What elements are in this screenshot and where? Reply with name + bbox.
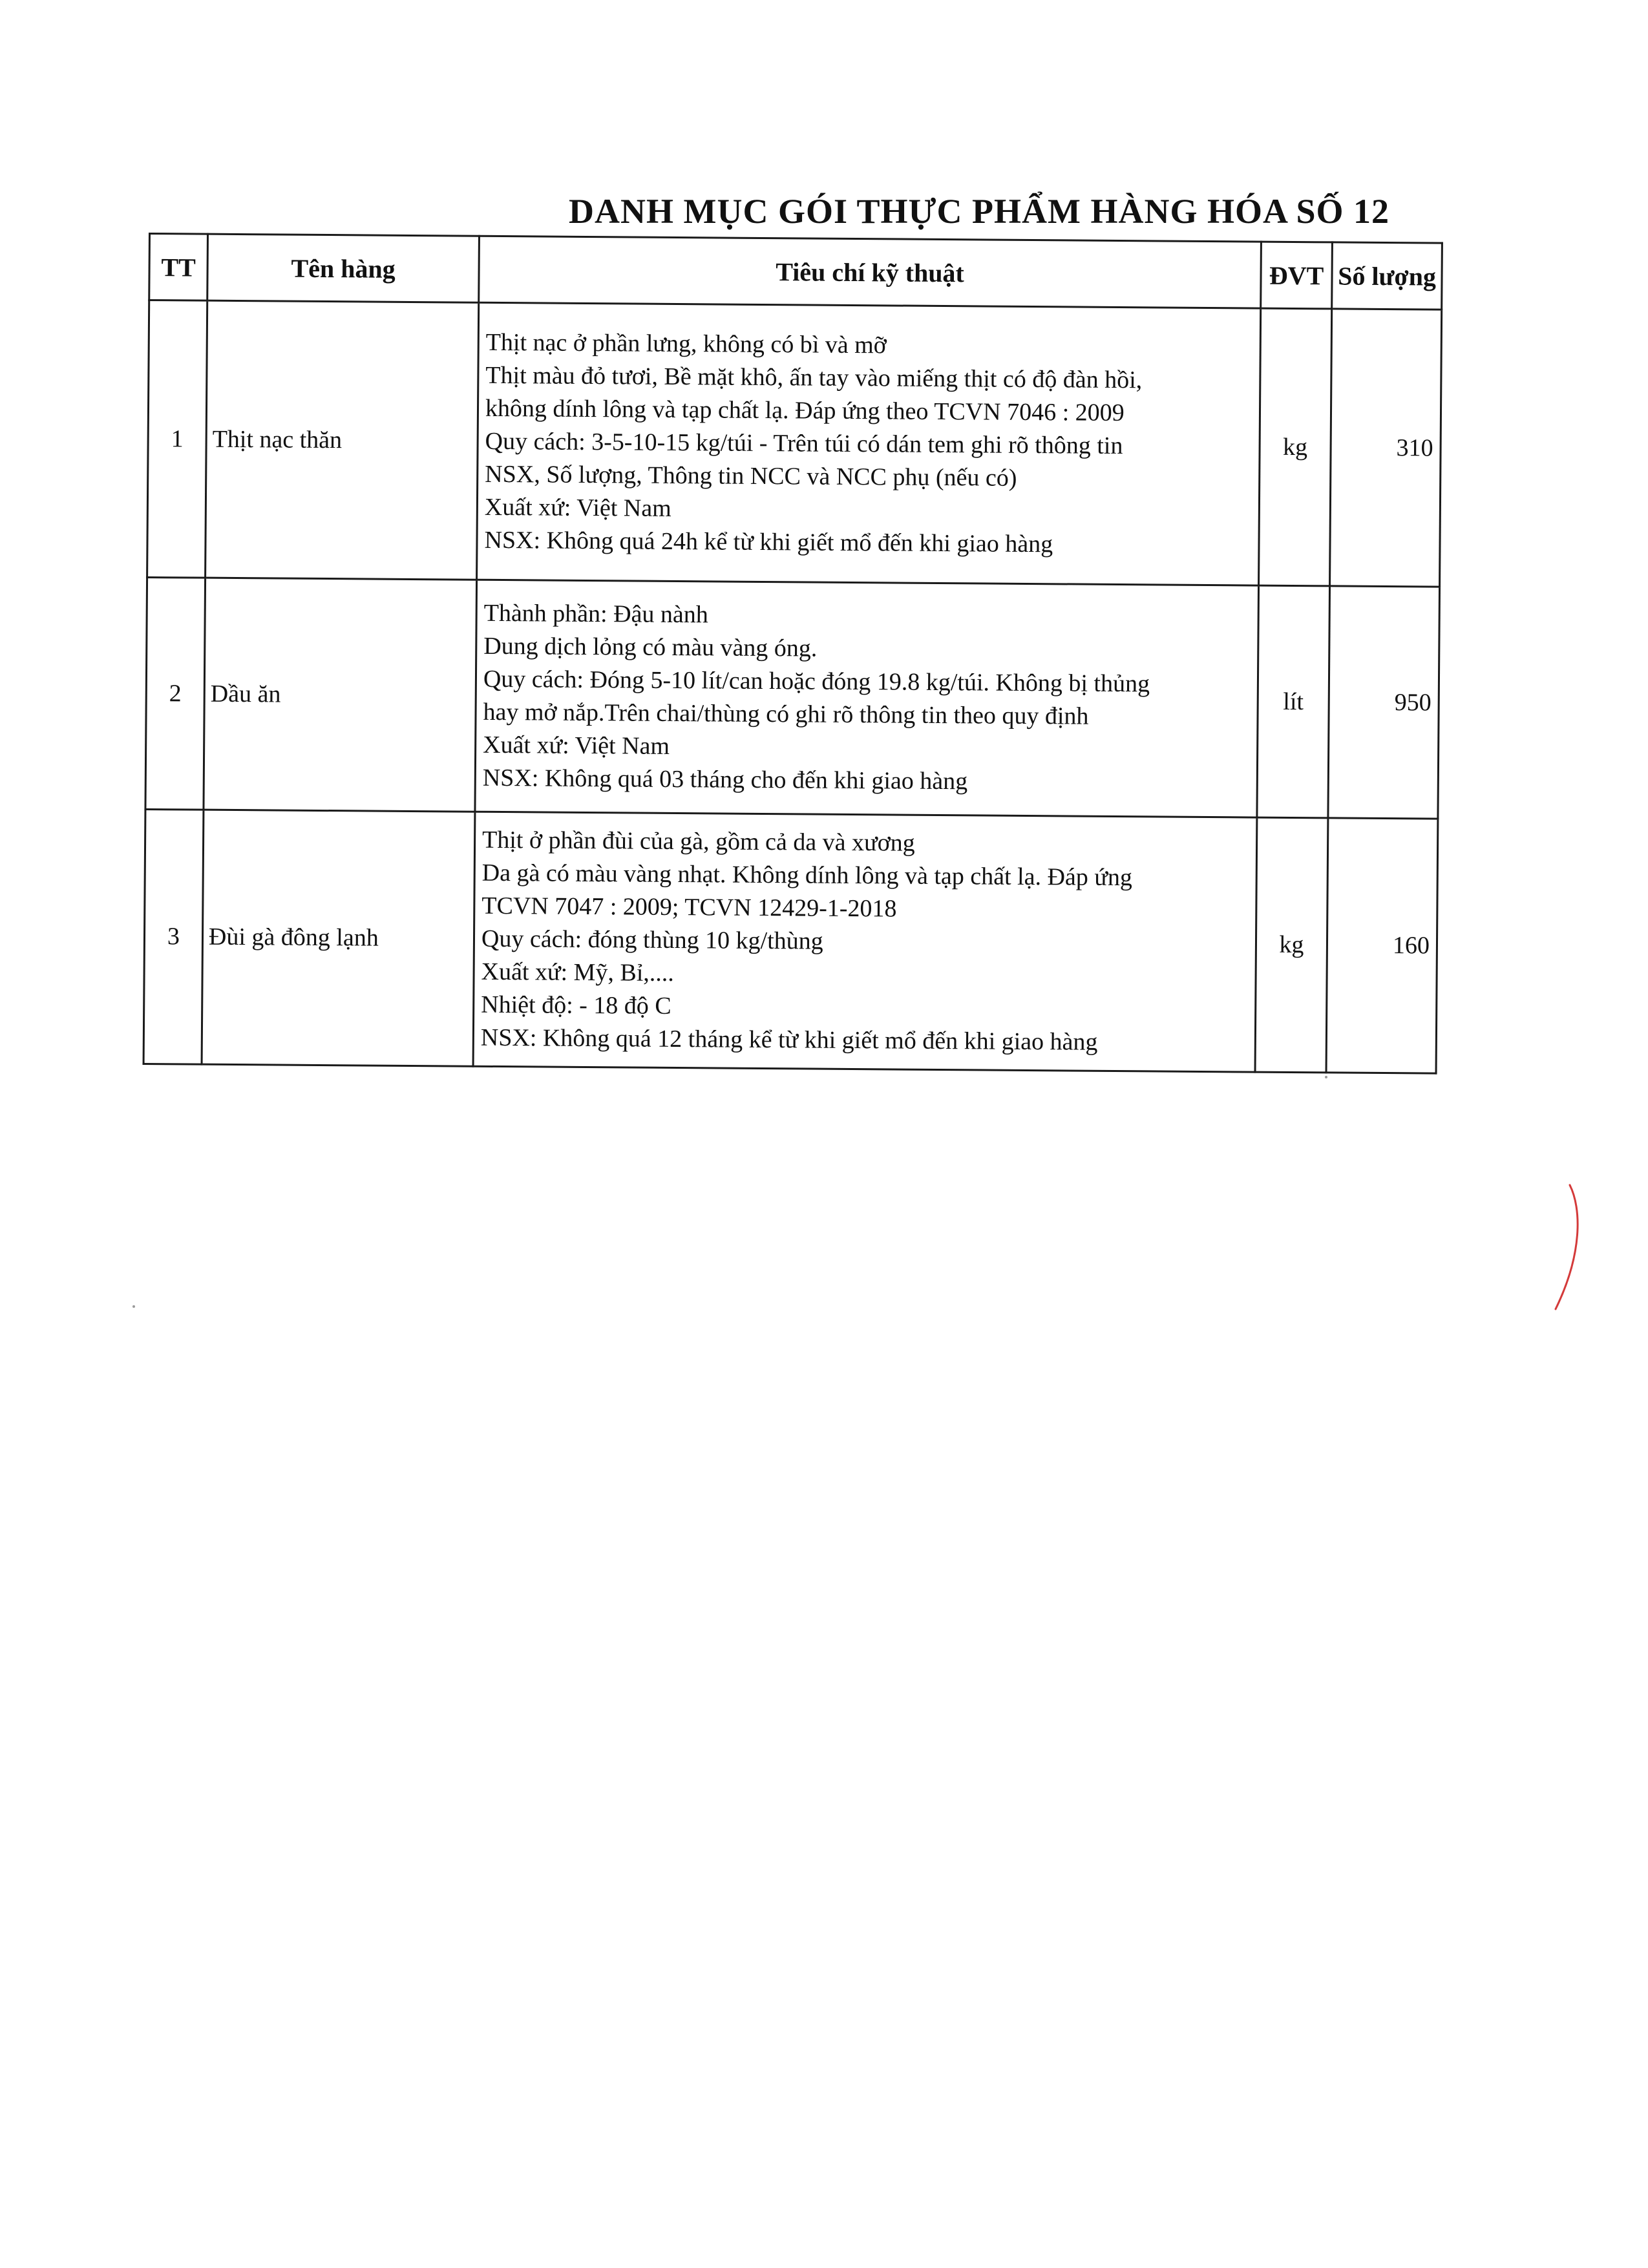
spec-line: Nhiệt độ: - 18 độ C xyxy=(481,991,671,1020)
spec-line: Quy cách: đóng thùng 10 kg/thùng xyxy=(481,925,823,955)
spec-line: Xuất xứ: Việt Nam xyxy=(483,731,670,760)
scan-speck xyxy=(1325,1076,1327,1078)
table-header-row xyxy=(149,234,1442,310)
spec-line: Thịt màu đỏ tươi, Bề mặt khô, ấn tay vào miếng thịt có độ đàn hồi, xyxy=(485,361,1143,394)
row-number: 1 xyxy=(147,300,207,578)
spec-line: NSX: Không quá 24h kể từ khi giết mổ đến khi giao hàng xyxy=(484,526,1053,558)
table-row xyxy=(143,809,1438,1073)
row-number: 3 xyxy=(143,809,204,1064)
spec-line: Thịt nạc ở phần lưng, không có bì và mỡ xyxy=(485,328,887,359)
document-title: DANH MỤC GÓI THỰC PHẨM HÀNG HÓA SỐ 12 xyxy=(569,192,1390,231)
quantity: 310 xyxy=(1330,309,1442,587)
table-row xyxy=(145,577,1440,819)
header-tt: TT xyxy=(149,234,208,301)
product-spec xyxy=(473,812,1257,1072)
spec-line: NSX: Không quá 12 tháng kể từ khi giết mổ đến khi giao hàng xyxy=(480,1024,1098,1056)
spec-line: không dính lông và tạp chất lạ. Đáp ứng theo TCVN 7046 : 2009 xyxy=(485,394,1125,426)
unit: lít xyxy=(1257,585,1330,818)
header-unit: ĐVT xyxy=(1261,242,1333,309)
product-spec xyxy=(477,302,1261,585)
spec-line: NSX: Không quá 03 tháng cho đến khi giao hàng xyxy=(482,764,968,795)
table-row xyxy=(147,300,1442,587)
spec-line: Xuất xứ: Việt Nam xyxy=(484,493,671,522)
header-name: Tên hàng xyxy=(207,234,480,302)
spec-line: Xuất xứ: Mỹ, Bỉ,.... xyxy=(481,958,674,987)
goods-table xyxy=(143,233,1443,1075)
spec-line: NSX, Số lượng, Thông tin NCC và NCC phụ (nếu có) xyxy=(485,460,1017,492)
spec-line: Thành phần: Đậu nành xyxy=(483,599,709,629)
spec-line: Quy cách: Đóng 5-10 lít/can hoặc đóng 19.8 kg/túi. Không bị thủng xyxy=(483,665,1150,698)
scan-speck xyxy=(132,1305,135,1308)
spec-line: Dung dịch lỏng có màu vàng óng. xyxy=(483,632,818,662)
spec-line: Thịt ở phần đùi của gà, gồm cả da và xương xyxy=(481,826,915,857)
quantity: 160 xyxy=(1326,818,1438,1073)
row-number: 2 xyxy=(145,577,206,810)
unit: kg xyxy=(1259,308,1332,586)
product-spec xyxy=(475,580,1259,817)
unit: kg xyxy=(1255,817,1328,1073)
spec-line: Quy cách: 3-5-10-15 kg/túi - Trên túi có dán tem ghi rõ thông tin xyxy=(485,427,1123,459)
header-qty: Số lượng xyxy=(1332,242,1442,310)
header-spec: Tiêu chí kỹ thuật xyxy=(479,236,1262,308)
spec-line: hay mở nắp.Trên chai/thùng có ghi rõ thông tin theo quy định xyxy=(483,698,1089,730)
red-ink-mark xyxy=(1548,1182,1587,1312)
quantity: 950 xyxy=(1328,586,1440,819)
product-name: Dầu ăn xyxy=(204,578,477,812)
product-name: Đùi gà đông lạnh xyxy=(202,810,475,1066)
product-name: Thịt nạc thăn xyxy=(206,300,479,580)
goods-table-wrapper xyxy=(143,233,1441,1075)
spec-line: Da gà có màu vàng nhạt. Không dính lông và tạp chất lạ. Đáp ứng xyxy=(481,859,1133,892)
spec-line: TCVN 7047 : 2009; TCVN 12429-1-2018 xyxy=(481,892,897,923)
